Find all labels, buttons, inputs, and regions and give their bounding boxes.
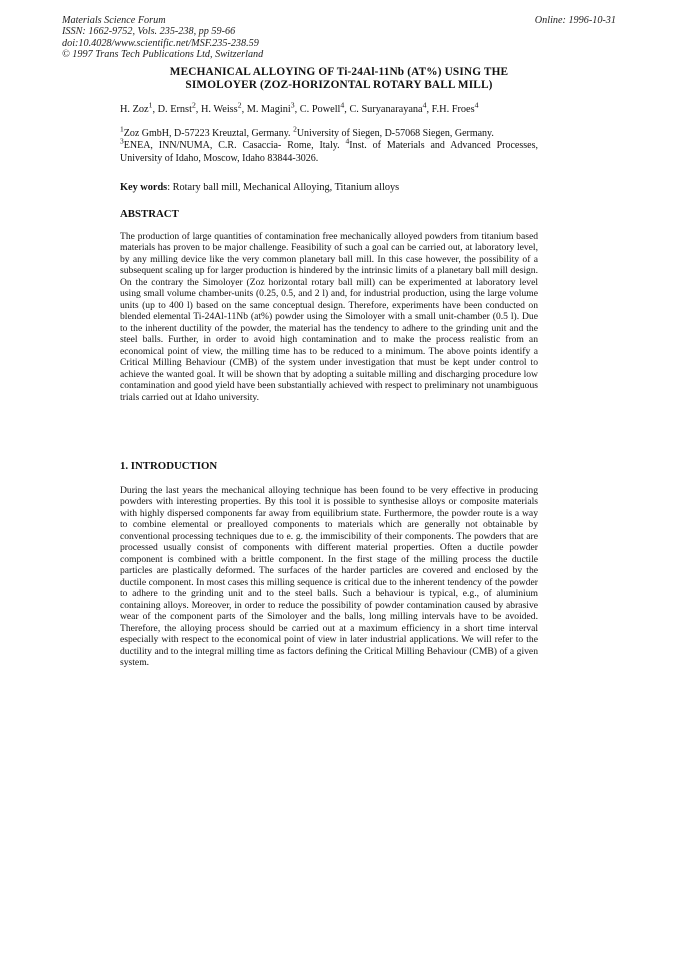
online-date: Online: 1996-10-31 bbox=[534, 15, 616, 26]
affiliation: Zoz GmbH, D-57223 Kreuztal, Germany. bbox=[123, 128, 294, 139]
introduction-heading: 1. INTRODUCTION bbox=[120, 460, 218, 472]
affiliation: University of Siegen, D-57068 Siegen, Germany. bbox=[296, 128, 494, 139]
title-line-1: MECHANICAL ALLOYING OF Ti-24Al-11Nb (AT%) USING THE bbox=[169, 66, 509, 78]
author-list: H. Zoz$^1$, D. Ernst$^2$, H. Weiss$^2$, M. Magini$^3$, C. Powell$^4$, C. Suryanarayana$^4$, F.H. Froes$^4$ bbox=[120, 100, 479, 115]
affil-mark: 3 bbox=[120, 136, 124, 146]
author-affil-mark: 4 bbox=[422, 100, 427, 110]
affil-mark: 2 bbox=[293, 124, 297, 134]
doi-link[interactable]: doi:10.4028/www.scientific.net/MSF.235-238.59 bbox=[62, 37, 259, 49]
author-affil-mark: 2 bbox=[237, 100, 242, 110]
introduction-body: During the last years the mechanical alloying technique has been found to be very effective in producing powders with interesting properties. By this tool it is possible to synthesise alloys or composite materials with highly dispersed components far away from equilibrium state. Furthermore, the powder route is a way to combine elemental or prealloyed components to materials which are generally not obtainable by conventional processing techniques due to e. g. the immiscibility of their components. The powders that are processed usually consist of components with different material properties. Often a ductile powder component is combined with a brittle component. In the first stage of the milling process the ductile particles are plastically deformed. The surfaces of the harder particles are covered and enclosed by the ductile component. In most cases this milling sequence is critical due to the inherent tendency of the powder to adhere to the grinding unit and to the steel balls. Such a behaviour is typical, e.g., of aluminium containing alloys. Moreover, in order to reduce the possibility of powder contamination caused by abrasive wear of the component parts of the Simoloyer and the balls, long milling intervals have to be avoided. Therefore, the alloying process should be carried out at a maximum efficiency in a short time interval especially with respect to the economical point of view in later industrial applications. We will refer to the ductility and to the integral milling time as factors defining the Critical Milling Behaviour (CMB) of a given system. bbox=[120, 485, 538, 669]
journal-name: Materials Science Forum bbox=[62, 15, 166, 26]
copyright-line: © 1997 Trans Tech Publications Ltd, Switzerland bbox=[62, 49, 264, 61]
author-affil-mark: 3 bbox=[290, 100, 295, 110]
author: D. Ernst bbox=[157, 104, 192, 115]
author-affil-mark: 1 bbox=[148, 100, 153, 110]
affil-mark: 4 bbox=[345, 136, 350, 146]
paper-title bbox=[60, 66, 618, 91]
affiliation: Inst. of Materials and Advanced Processes, University of Idaho, Moscow, Idaho 83844-3026. bbox=[120, 140, 538, 164]
author: C. Suryanarayana bbox=[349, 104, 423, 115]
journal-header bbox=[62, 15, 263, 61]
author: H. Zoz bbox=[120, 104, 149, 115]
affiliations bbox=[120, 124, 538, 165]
author-affil-mark: 4 bbox=[340, 100, 345, 110]
author-affil-mark: 2 bbox=[191, 100, 196, 110]
author: H. Weiss bbox=[200, 104, 238, 115]
title-line-2: SIMOLOYER (ZOZ-HORIZONTAL ROTARY BALL MILL) bbox=[185, 78, 493, 91]
keywords-line bbox=[120, 182, 399, 193]
affil-mark: 1 bbox=[120, 124, 124, 134]
author: F.H. Froes bbox=[431, 104, 475, 115]
abstract-body: The production of large quantities of contamination free mechanically alloyed powders from titanium based materials has proven to be major challenge. Feasibility of such a goal can be carried out, at laboratory level, by any milling device like the very common planetary ball mill. In this case however, the possibility of a subsequent scaling up for larger production is hindered by the intrinsic limits of a planetary ball mill design. On the contrary the Simoloyer (Zoz horizontal rotary ball mill) can be experimented at laboratory level using small volume chamber-units (0.25, 0.5, and 2 l) and, for industrial production, using the large volume units (up to 400 l) based on the same conceptual design. Therefore, experiments have been conducted on blended elemental Ti-24Al-11Nb (at%) powder using the Simoloyer with a small unit-chamber (0.5 l). Due to the inherent ductility of the powder, the material has the tendency to adhere to the grinding unit and the steel balls. Further, in order to avoid high contamination and to make the process realistic from an economical point of view, the milling time has to be reduced to a minimum. The above points identify a Critical Milling Behaviour (CMB) of the system under investigation that must be kept under control to achieve the wanted goal. It will be shown that by adopting a suitable milling and discharging procedure low contamination and good yield have been substantially achieved with respect to preliminary not unambiguous trials carried out at Idaho university. bbox=[120, 231, 538, 403]
keywords-label: Key words bbox=[120, 182, 168, 193]
keywords-text: : Rotary ball mill, Mechanical Alloying, Titanium alloys bbox=[167, 182, 400, 193]
author: M. Magini bbox=[246, 104, 291, 115]
author: C. Powell bbox=[299, 104, 341, 115]
abstract-heading: ABSTRACT bbox=[120, 208, 179, 220]
issn-line: ISSN: 1662-9752, Vols. 235-238, pp 59-66 bbox=[62, 26, 236, 38]
author-affil-mark: 4 bbox=[474, 100, 479, 110]
affiliation: ENEA, INN/NUMA, C.R. Casaccia- Rome, Italy. bbox=[123, 140, 346, 152]
